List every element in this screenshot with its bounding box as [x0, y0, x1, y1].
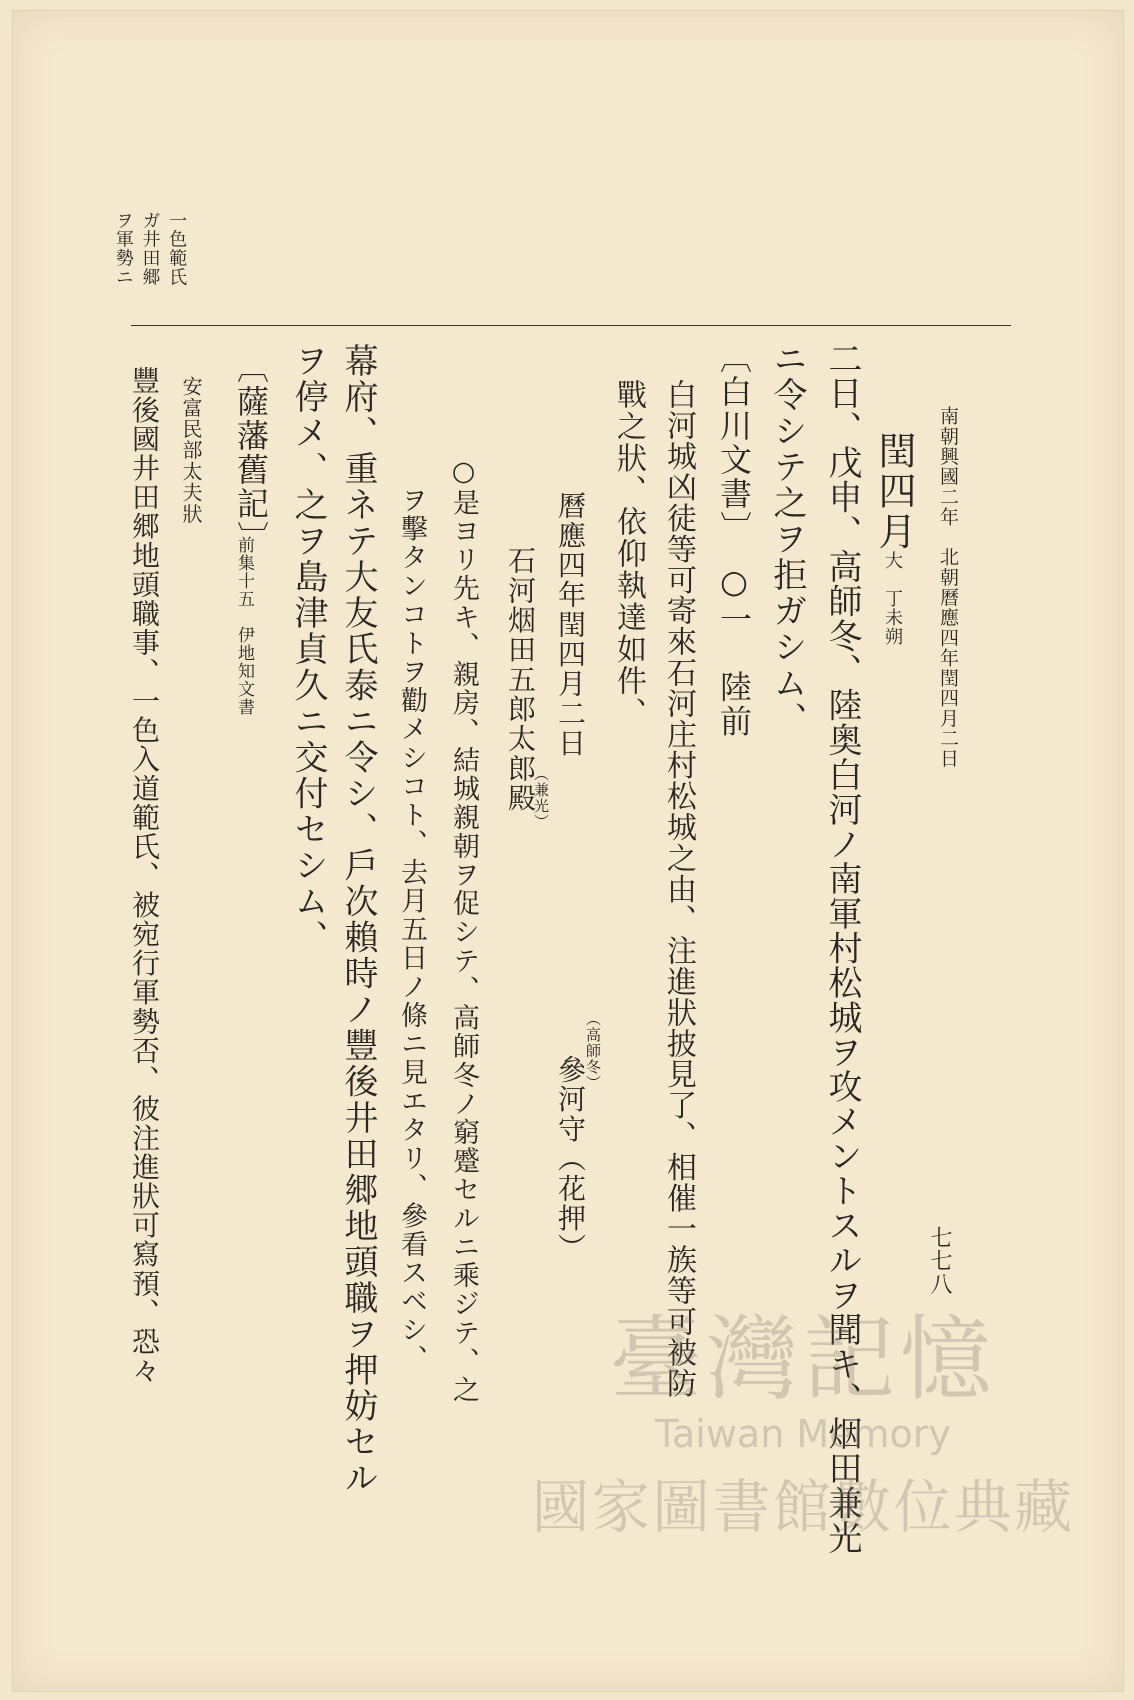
marginal-note	[111, 211, 188, 292]
note-column: ○是ヨリ先キ、親房、結城親朝ヲ促シテ、高師冬ノ窮蹙セルニ乘ジテ、之	[448, 456, 479, 1405]
addressee-annotation: （兼光）	[532, 766, 550, 830]
marginal-note-line: ヲ軍勢ニ	[112, 211, 134, 287]
date-signature-column: 曆應四年閏四月二日 參河守（花押）	[554, 491, 587, 1263]
signer-annotation: （高師冬）	[584, 1011, 602, 1091]
source-citation: 〔白川文書〕 ○一 陸前	[715, 341, 753, 739]
text-column: 幕府、重ネテ大友氏泰ニ令シ、戶次賴時ノ豐後井田郷地頭職ヲ押妨セル	[338, 343, 378, 1497]
addressee-column: 石河烟田五郎太郎殿	[504, 546, 537, 814]
note-column: ヲ擊タンコトヲ勸メシコト、去月五日ノ條ニ見エタリ、參看スベシ、	[396, 486, 427, 1374]
month-note: 大 丁未朔	[882, 551, 903, 647]
text-column: 戰之狀、依仰執達如件、	[611, 379, 646, 729]
text-column: 二日、戊申、高師冬、陸奥白河ノ南軍村松城ヲ攻メントスルヲ聞キ、烟田兼光	[822, 341, 862, 1555]
text-column: 豐後國井田郷地頭職事、一色入道範氏、被宛行軍勢否、彼注進狀可寫預、恐々	[128, 366, 161, 1386]
source-citation: 〔薩藩舊記〕	[232, 351, 270, 555]
text-column: ニ令シテ之ヲ拒ガシム、	[767, 341, 807, 738]
source-subnote: 前集十五 伊地知文書	[234, 536, 254, 717]
marginal-note-line: ガ井田郷	[139, 211, 161, 287]
marginal-note-line: 一色範氏	[166, 211, 188, 287]
watermark-sub: 國家圖書館數位典藏	[531, 1473, 1075, 1541]
page-number: 七七八	[927, 1226, 952, 1296]
text-column: ヲ停メ、之ヲ島津貞久ニ交付セシム、	[288, 343, 328, 956]
document-page	[12, 10, 1124, 1692]
separator-rule	[131, 325, 1011, 326]
month-heading: 閏四月	[872, 431, 916, 552]
running-head: 南朝興國二年 北朝曆應四年閏四月二日	[937, 406, 959, 769]
watermark-main: 臺灣記憶	[609, 1306, 997, 1413]
text-column: 白河城凶徒等可寄來石河庄村松城之由、注進狀披見了、相催一族等可被防	[661, 379, 696, 1399]
watermark-english: Taiwan Memory	[655, 1412, 951, 1456]
watermark	[523, 1286, 1083, 1586]
letter-title: 安富民部太夫狀	[179, 376, 203, 525]
